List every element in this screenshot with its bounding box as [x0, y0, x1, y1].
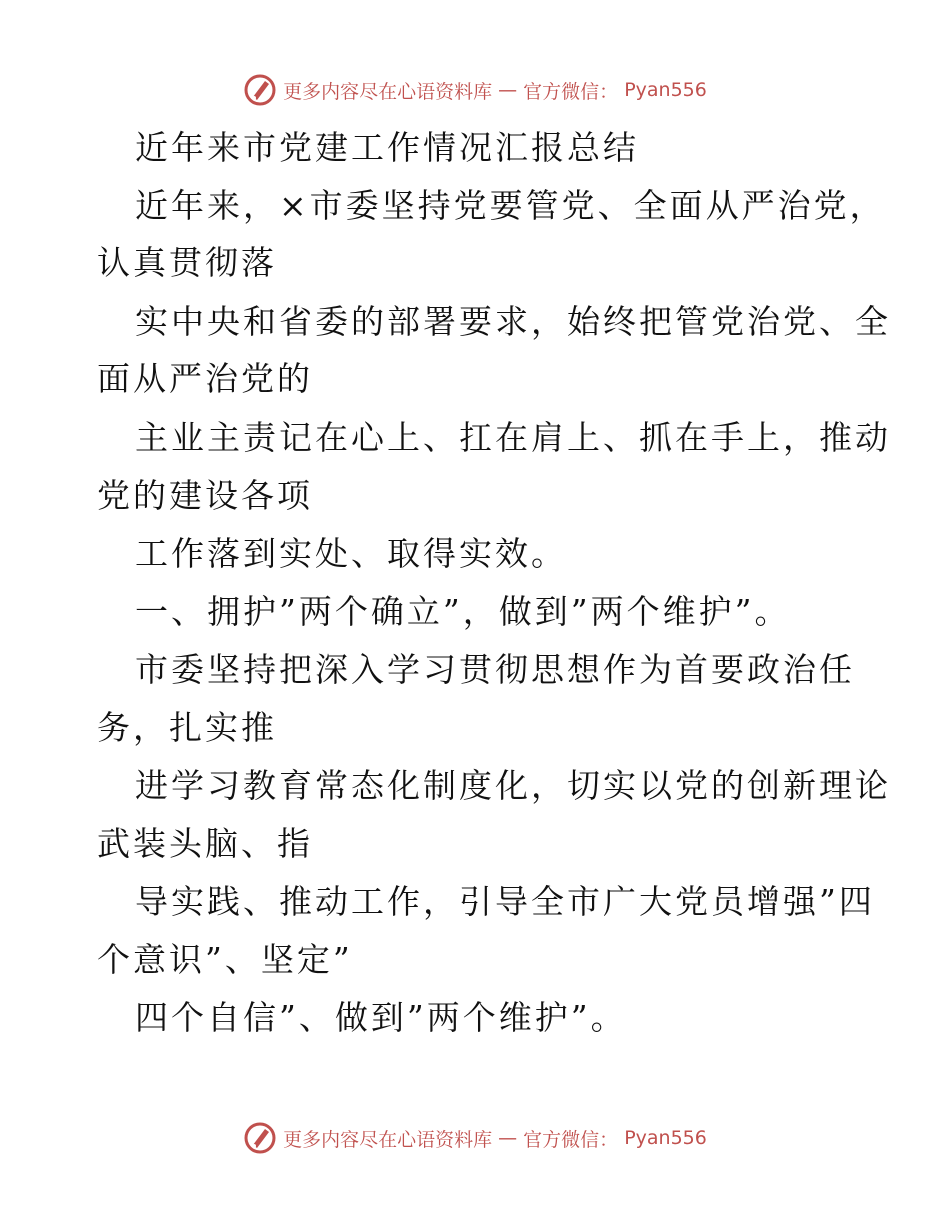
- banner-text: 更多内容尽在心语资料库: [283, 1128, 493, 1151]
- paragraph-line: 武装头脑、指: [97, 824, 313, 863]
- banner-wechat-label: 官方微信：: [523, 80, 619, 103]
- pen-logo-icon: [243, 73, 277, 107]
- document-title: 近年来市党建工作情况汇报总结: [135, 128, 639, 167]
- banner-wechat-id: Pyan556: [624, 1127, 707, 1149]
- banner-wechat-id: Pyan556: [624, 79, 707, 101]
- paragraph-line: 四个自信”、做到”两个维护”。: [135, 998, 627, 1037]
- paragraph-line: 主业主责记在心上、扛在肩上、抓在手上，推动: [135, 418, 891, 457]
- paragraph-line: 工作落到实处、取得实效。: [135, 534, 567, 573]
- paragraph-line: 党的建设各项: [97, 476, 313, 515]
- paragraph-line: 市委坚持把深入学习贯彻思想作为首要政治任: [135, 650, 855, 689]
- paragraph-line: 近年来，×市委坚持党要管党、全面从严治党，: [135, 186, 886, 225]
- banner-wechat-label: 官方微信：: [523, 1128, 619, 1151]
- paragraph-line: 务，扎实推: [97, 708, 277, 747]
- paragraph-line: 进学习教育常态化制度化，切实以党的创新理论: [135, 766, 891, 805]
- header-banner: [0, 70, 950, 110]
- banner-separator: —: [498, 79, 518, 101]
- paragraph-line: 个意识”、坚定”: [97, 940, 353, 979]
- banner-text: 更多内容尽在心语资料库: [283, 80, 493, 103]
- section-heading: 一、拥护”两个确立”，做到”两个维护”。: [135, 592, 791, 631]
- paragraph-line: 实中央和省委的部署要求，始终把管党治党、全: [135, 302, 891, 341]
- paragraph-line: 面从严治党的: [97, 359, 313, 398]
- paragraph-line: 导实践、推动工作，引导全市广大党员增强”四: [135, 882, 875, 921]
- footer-banner: [0, 1118, 950, 1158]
- paragraph-line: 认真贯彻落: [97, 243, 277, 282]
- banner-separator: —: [498, 1127, 518, 1149]
- pen-logo-icon: [243, 1121, 277, 1155]
